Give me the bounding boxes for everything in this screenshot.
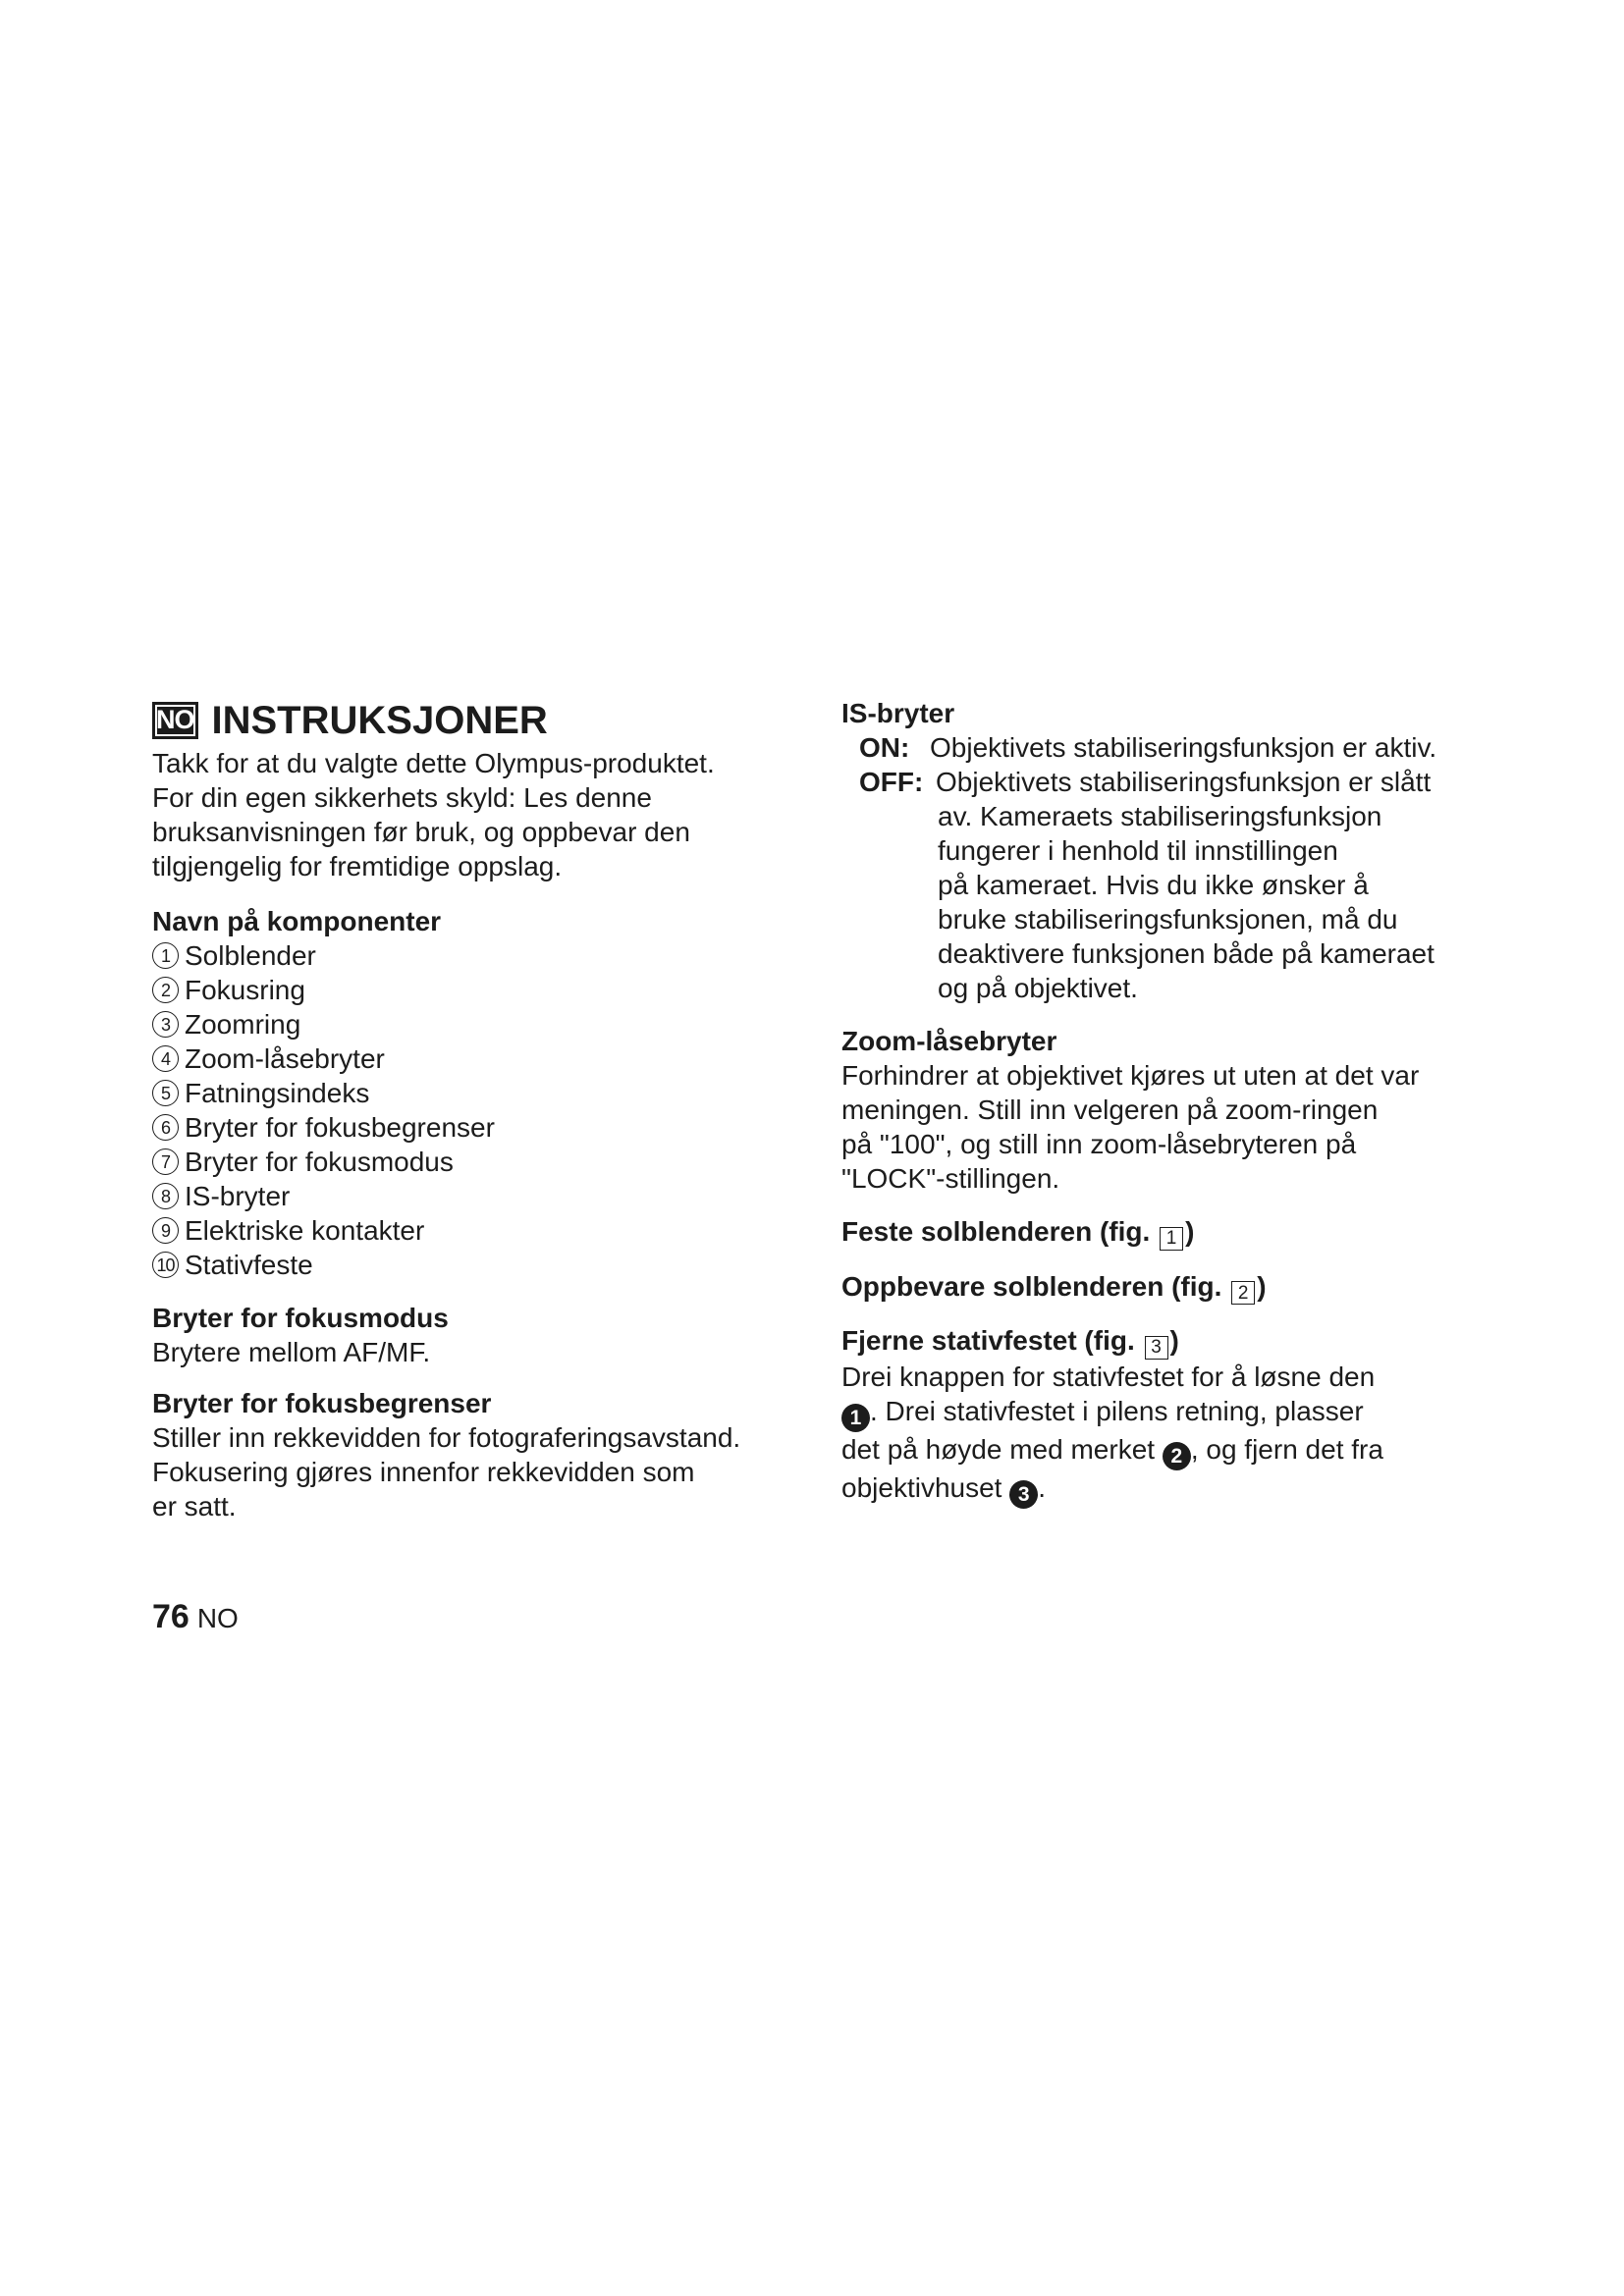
- text-line: og på objektivet.: [938, 973, 1138, 1003]
- figure-number: 2: [1231, 1281, 1255, 1305]
- components-heading: Navn på komponenter: [152, 906, 442, 936]
- step-number: 3: [1009, 1480, 1038, 1509]
- zoom-lock-text: [841, 1058, 1489, 1196]
- component-item: [152, 1145, 800, 1179]
- circled-number: 1: [152, 942, 179, 969]
- page-title-text: INSTRUKSJONER: [211, 699, 548, 742]
- component-item: [152, 973, 800, 1007]
- circled-number: 3: [152, 1011, 179, 1038]
- figure-number: 3: [1145, 1336, 1168, 1360]
- circled-number: 2: [152, 977, 179, 1003]
- page-language: NO: [196, 1603, 239, 1633]
- language-badge: NO: [152, 702, 198, 739]
- remove-tripod-text: [841, 1360, 1489, 1509]
- heading-text: Oppbevare solblenderen (fig.: [841, 1270, 1222, 1302]
- circled-number: 5: [152, 1080, 179, 1106]
- intro-line: tilgjengelig for fremtidige oppslag.: [152, 851, 563, 881]
- circled-number: 6: [152, 1114, 179, 1141]
- text-line: deaktivere funksjonen både på kameraet: [938, 938, 1435, 969]
- text-segment: det på høyde med merket: [841, 1433, 1156, 1465]
- store-hood-heading: [841, 1270, 1489, 1306]
- text-line: Fokusering gjøres innenfor rekkevidden som: [152, 1457, 695, 1487]
- heading-text: Feste solblenderen (fig.: [841, 1216, 1151, 1247]
- page-title: [152, 697, 800, 744]
- component-label: Stativfeste: [185, 1250, 313, 1280]
- intro-line: bruksanvisningen før bruk, og oppbevar den: [152, 817, 690, 847]
- text-line: på "100", og still inn zoom-låsebryteren på: [841, 1129, 1357, 1159]
- is-on-row: [841, 730, 1489, 765]
- page-footer: [152, 1600, 239, 1635]
- off-description: Objektivets stabiliseringsfunksjon er slått: [936, 767, 1432, 797]
- text-segment: , og fjern det fra: [1190, 1433, 1383, 1465]
- text-line: Stiller inn rekkevidden for fotograferingsavstand.: [152, 1422, 741, 1453]
- component-label: Elektriske kontakter: [185, 1215, 425, 1246]
- components-list: [152, 938, 800, 1282]
- is-switch-heading: IS-bryter: [841, 698, 955, 728]
- circled-number: 10: [152, 1252, 179, 1278]
- off-description-continued: [841, 799, 1489, 1005]
- component-item: [152, 1007, 800, 1041]
- component-item: [152, 1213, 800, 1248]
- text-line: [841, 1470, 1489, 1509]
- text-line: er satt.: [152, 1491, 237, 1522]
- intro-paragraph: [152, 746, 800, 883]
- component-item: [152, 1041, 800, 1076]
- off-term: OFF:: [859, 767, 924, 797]
- component-item: [152, 1179, 800, 1213]
- text-line: [841, 1432, 1489, 1470]
- text-line: "LOCK"-stillingen.: [841, 1163, 1060, 1194]
- figure-number: 1: [1160, 1227, 1183, 1251]
- text-line: fungerer i henhold til innstillingen: [938, 835, 1338, 866]
- remove-tripod-heading: [841, 1324, 1489, 1360]
- on-term: ON:: [859, 732, 910, 763]
- text-line: av. Kameraets stabiliseringsfunksjon: [938, 801, 1382, 831]
- component-label: Solblender: [185, 940, 316, 971]
- component-label: Fokusring: [185, 975, 305, 1005]
- on-description: Objektivets stabiliseringsfunksjon er aktiv.: [930, 732, 1437, 763]
- attach-hood-heading: [841, 1215, 1489, 1251]
- step-number: 2: [1163, 1442, 1191, 1470]
- focus-limiter-text: [152, 1420, 800, 1523]
- heading-close: ): [1169, 1325, 1179, 1356]
- component-label: Zoom-låsebryter: [185, 1043, 385, 1074]
- left-column: [152, 697, 800, 1523]
- text-segment: .: [1038, 1471, 1046, 1503]
- text-line: meningen. Still inn velgeren på zoom-ringen: [841, 1095, 1379, 1125]
- text-line: [841, 1394, 1489, 1432]
- heading-close: ): [1185, 1216, 1195, 1247]
- component-item: [152, 938, 800, 973]
- text-line: bruke stabiliseringsfunksjonen, må du: [938, 904, 1398, 934]
- right-column: [841, 697, 1489, 1509]
- intro-line: Takk for at du valgte dette Olympus-produktet.: [152, 748, 715, 778]
- component-label: Bryter for fokusbegrenser: [185, 1112, 495, 1143]
- focus-mode-text: Brytere mellom AF/MF.: [152, 1337, 431, 1367]
- circled-number: 4: [152, 1045, 179, 1072]
- zoom-lock-heading: Zoom-låsebryter: [841, 1026, 1057, 1056]
- heading-text: Fjerne stativfestet (fig.: [841, 1325, 1135, 1356]
- focus-mode-heading: Bryter for fokusmodus: [152, 1303, 449, 1333]
- component-label: Fatningsindeks: [185, 1078, 370, 1108]
- heading-close: ): [1257, 1270, 1267, 1302]
- text-segment: . Drei stativfestet i pilens retning, plasser: [870, 1395, 1364, 1426]
- component-label: IS-bryter: [185, 1181, 291, 1211]
- component-label: Bryter for fokusmodus: [185, 1147, 454, 1177]
- component-item: [152, 1076, 800, 1110]
- focus-limiter-heading: Bryter for fokusbegrenser: [152, 1388, 492, 1418]
- text-line: Forhindrer at objektivet kjøres ut uten at det var: [841, 1060, 1420, 1091]
- text-line: på kameraet. Hvis du ikke ønsker å: [938, 870, 1369, 900]
- page-number: 76: [152, 1598, 189, 1635]
- text-line: Drei knappen for stativfestet for å løsne den: [841, 1361, 1376, 1392]
- component-item: [152, 1110, 800, 1145]
- component-item: [152, 1248, 800, 1282]
- step-number: 1: [841, 1404, 870, 1432]
- circled-number: 8: [152, 1183, 179, 1209]
- circled-number: 9: [152, 1217, 179, 1244]
- is-off-row: [841, 765, 1489, 799]
- text-segment: objektivhuset: [841, 1471, 1002, 1503]
- intro-line: For din egen sikkerhets skyld: Les denne: [152, 782, 652, 813]
- circled-number: 7: [152, 1148, 179, 1175]
- component-label: Zoomring: [185, 1009, 301, 1040]
